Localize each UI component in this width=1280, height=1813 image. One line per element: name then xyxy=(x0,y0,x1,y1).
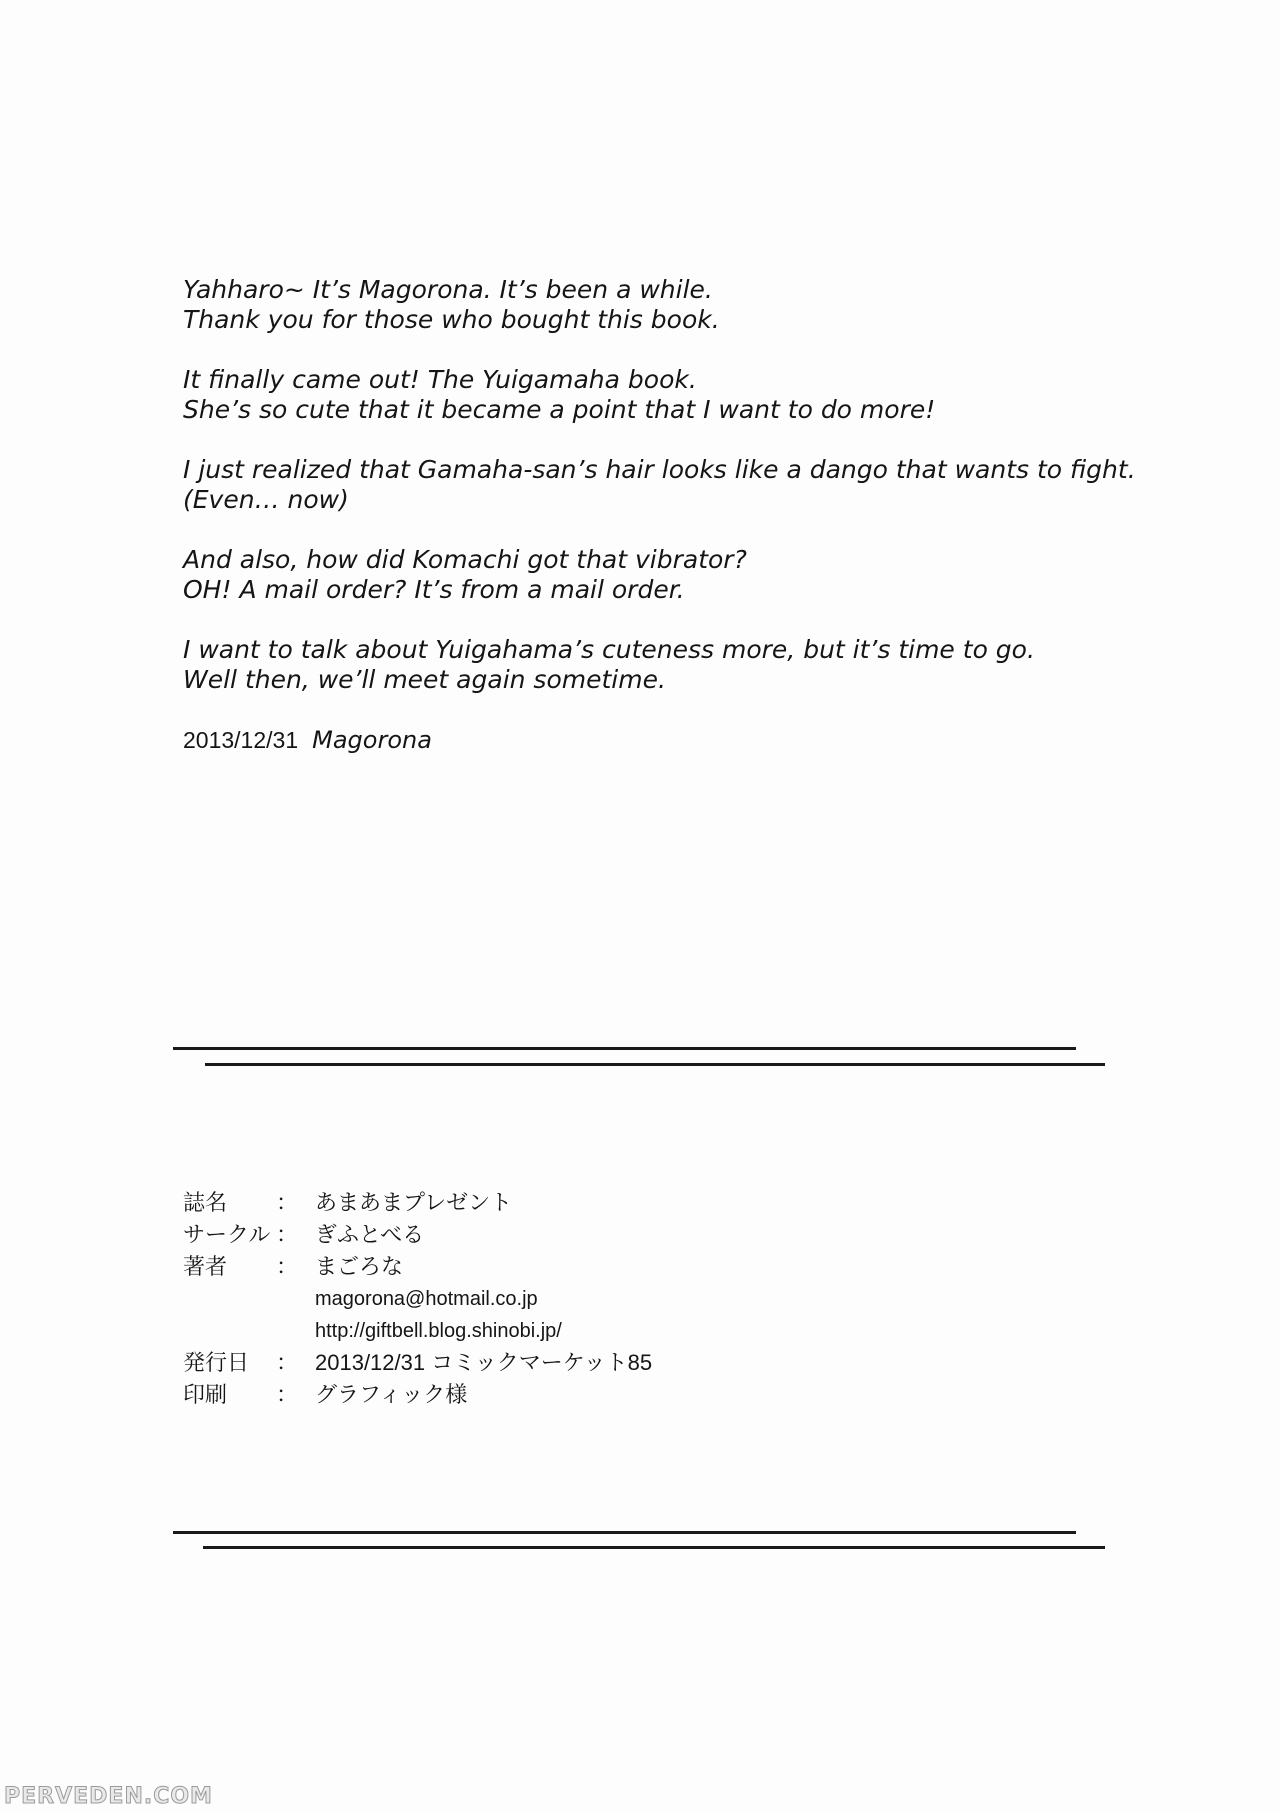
afterword-line: I want to talk about Yuigahama’s cuteness more, but it’s time to go. xyxy=(183,635,1035,664)
afterword-line: I just realized that Gamaha-san’s hair looks like a dango that wants to fight. xyxy=(183,455,1136,484)
colophon-value: あまあまプレゼント xyxy=(315,1190,513,1215)
author-email: magorona@hotmail.co.jp xyxy=(315,1288,538,1310)
colophon-row-email xyxy=(183,1283,883,1315)
colophon-row-date xyxy=(183,1347,883,1379)
colophon-row-url xyxy=(183,1315,883,1347)
colophon-key: 著者 xyxy=(183,1254,228,1279)
colophon-colon: ： xyxy=(276,1254,299,1279)
afterword-paragraph-4 xyxy=(183,545,1183,605)
colophon-colon: ： xyxy=(276,1350,299,1375)
divider-rule xyxy=(173,1047,1076,1050)
divider-rule xyxy=(203,1546,1105,1549)
afterword-line: OH! A mail order? It’s from a mail order. xyxy=(183,575,685,604)
colophon-value: ぎふとべる xyxy=(315,1222,425,1247)
afterword-line: It finally came out! The Yuigamaha book. xyxy=(183,365,697,394)
divider-rule xyxy=(205,1063,1105,1066)
watermark: PERVEDEN.COM xyxy=(4,1784,213,1809)
colophon-row-printer xyxy=(183,1379,883,1411)
signature-date: 2013/12/31 xyxy=(183,727,299,753)
colophon-key: サークル xyxy=(183,1222,271,1247)
afterword-paragraph-2 xyxy=(183,365,1183,425)
afterword-paragraph-1 xyxy=(183,275,1183,335)
colophon-row-author xyxy=(183,1251,883,1283)
colophon-value: 2013/12/31 コミックマーケット85 xyxy=(315,1350,653,1375)
colophon-key: 印刷 xyxy=(183,1382,228,1407)
author-url: http://giftbell.blog.shinobi.jp/ xyxy=(315,1320,562,1342)
colophon-colon: ： xyxy=(276,1190,299,1215)
colophon-key: 誌名 xyxy=(183,1190,228,1215)
afterword-text xyxy=(183,275,1183,755)
colophon xyxy=(183,1187,883,1411)
colophon-colon: ： xyxy=(276,1382,299,1407)
afterword-line: Well then, we’ll meet again sometime. xyxy=(183,665,666,694)
colophon-value: グラフィック様 xyxy=(315,1382,468,1407)
colophon-key: 発行日 xyxy=(183,1350,250,1375)
afterword-line: Thank you for those who bought this book. xyxy=(183,305,720,334)
afterword-paragraph-5 xyxy=(183,635,1183,695)
afterword-line: (Even… now) xyxy=(183,485,349,514)
colophon-colon: ： xyxy=(276,1222,299,1247)
divider-rule xyxy=(173,1531,1076,1534)
afterword-line: She’s so cute that it became a point that I want to do more! xyxy=(183,395,936,424)
colophon-value: まごろな xyxy=(315,1254,404,1279)
afterword-line: And also, how did Komachi got that vibrator? xyxy=(183,545,747,574)
signature-name: Magorona xyxy=(312,726,432,754)
colophon-row-title xyxy=(183,1187,883,1219)
afterword-paragraph-3 xyxy=(183,455,1183,515)
afterword-line: Yahharo~ It’s Magorona. It’s been a while. xyxy=(183,275,713,304)
colophon-row-circle xyxy=(183,1219,883,1251)
signature xyxy=(183,725,1183,755)
